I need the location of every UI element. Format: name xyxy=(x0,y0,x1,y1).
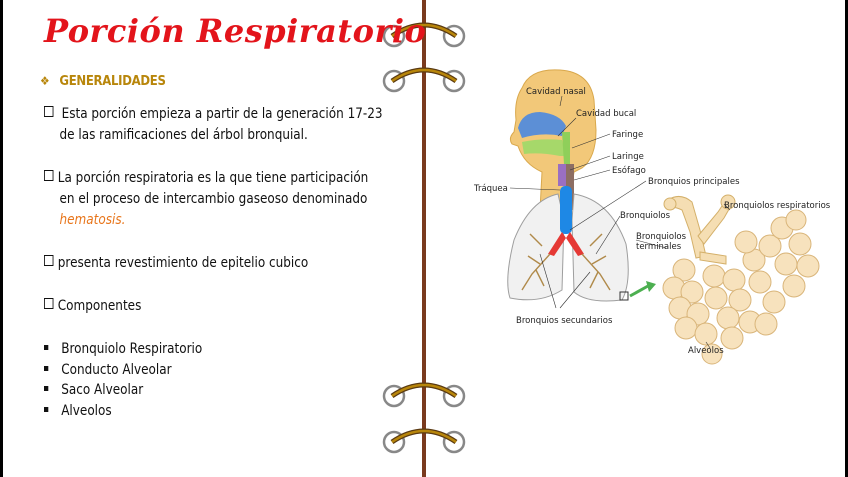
label-alveolos: Alveolos xyxy=(688,346,724,356)
list-item xyxy=(44,380,202,401)
subheading xyxy=(40,74,166,89)
square-bullet-icon xyxy=(44,366,48,371)
square-bullet-icon xyxy=(44,386,48,391)
label-traquea: Tráquea xyxy=(474,184,508,194)
list-item xyxy=(44,401,202,422)
spiral-ring-icon xyxy=(382,426,468,458)
label-bronquiolos-terminales-1: Bronquiolos xyxy=(636,232,687,242)
square-bullet-icon xyxy=(44,345,48,350)
paragraph-2-line-1: La porción respiratoria es la que tiene participación xyxy=(57,170,369,186)
label-faringe: Faringe xyxy=(612,130,644,140)
label-laringe: Laringe xyxy=(612,152,644,162)
page-title: Porción Respiratorio xyxy=(44,12,427,50)
list-item-text: Bronquiolo Respiratorio xyxy=(61,341,203,357)
list-item-text: Alveolos xyxy=(61,402,112,419)
square-bullet-icon xyxy=(44,407,48,412)
subheading-text: GENERALIDADES xyxy=(59,74,166,89)
list-item xyxy=(44,360,202,381)
spiral-ring-icon xyxy=(382,380,468,412)
hematosis-highlight: hematosis. xyxy=(59,212,126,228)
paragraph-3 xyxy=(44,253,308,274)
label-bronquiolos: Bronquiolos xyxy=(620,211,671,221)
list-item xyxy=(44,339,202,360)
checkbox-bullet-icon xyxy=(44,170,53,181)
paragraph-1 xyxy=(44,104,383,146)
label-bronquios-secundarios: Bronquios secundarios xyxy=(516,316,613,326)
checkbox-bullet-icon xyxy=(44,255,53,266)
respiratory-system-diagram xyxy=(470,60,840,370)
checkbox-bullet-icon xyxy=(44,298,53,309)
paragraph-1-line-1: Esta porción empieza a partir de la generación 17-23 xyxy=(61,106,383,122)
paragraph-4 xyxy=(44,296,141,317)
label-cavidad-nasal: Cavidad nasal xyxy=(526,87,586,97)
paragraph-2 xyxy=(44,168,368,231)
label-bronquiolos-respiratorios: Bronquiolos respiratorios xyxy=(724,201,831,211)
paragraph-3-text: presenta revestimiento de epitelio cubico xyxy=(57,255,309,271)
list-item-text: Saco Alveolar xyxy=(61,382,144,398)
components-list xyxy=(44,339,228,421)
label-bronquiolos-terminales-2: terminales xyxy=(636,242,682,252)
paragraph-1-line-2: de las ramificaciones del árbol bronquial. xyxy=(59,127,308,143)
checkbox-bullet-icon xyxy=(44,106,53,117)
spiral-ring-icon xyxy=(382,65,468,97)
components-heading: Componentes xyxy=(57,298,142,314)
diamond-bullet-icon: ❖ xyxy=(40,74,50,88)
label-cavidad-bucal: Cavidad bucal xyxy=(576,109,637,119)
label-esofago: Esófago xyxy=(612,166,646,176)
list-item-text: Conducto Alveolar xyxy=(61,361,172,378)
paragraph-2-line-2: en el proceso de intercambio gaseoso denominado xyxy=(59,191,368,207)
label-bronquios-principales: Bronquios principales xyxy=(648,177,740,187)
